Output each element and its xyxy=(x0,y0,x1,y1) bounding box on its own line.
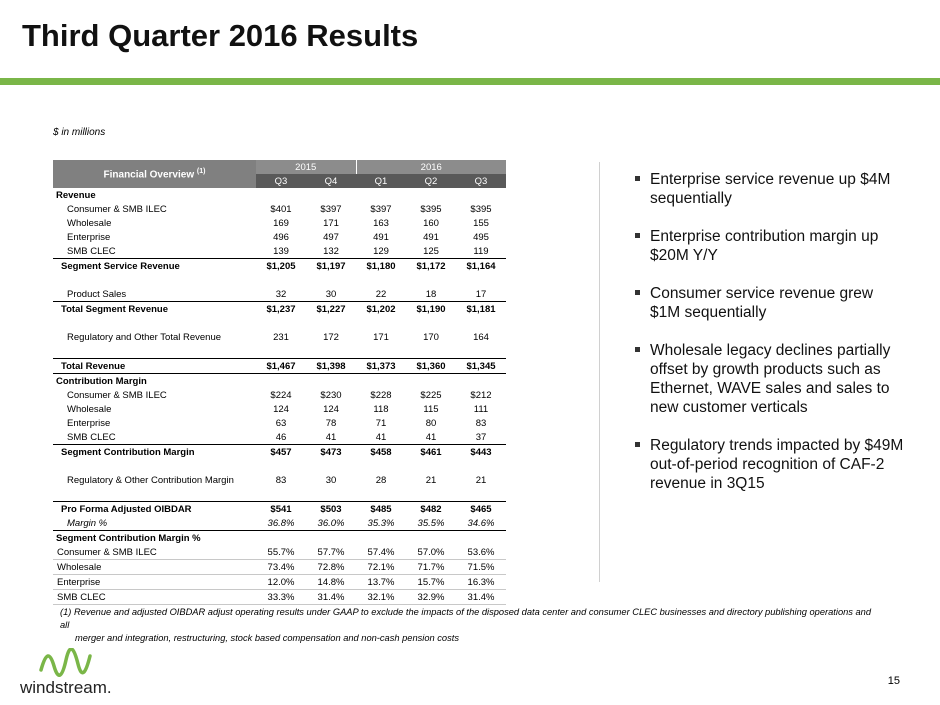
section-heading: Segment Contribution Margin % xyxy=(56,532,201,544)
square-bullet-icon xyxy=(635,442,640,447)
page-number: 15 xyxy=(887,675,900,687)
quarter-header: Q3 xyxy=(256,174,306,188)
table-row: Product Sales 32 30 22 18 17 xyxy=(67,288,487,300)
table-row: SMB CLEC 46 41 41 41 37 xyxy=(67,431,487,443)
windstream-logo xyxy=(20,648,140,697)
quarter-header: Q4 xyxy=(306,174,356,188)
quarter-header: Q3 xyxy=(456,174,506,188)
table-row: Consumer & SMB ILEC $224 $230 $228 $225 $212 xyxy=(67,389,492,401)
table-row: Enterprise 63 78 71 80 83 xyxy=(67,417,487,429)
page-title: Third Quarter 2016 Results xyxy=(22,18,419,53)
table-row: SMB CLEC 139 132 129 125 119 xyxy=(67,245,489,257)
list-item: Consumer service revenue grew $1M sequentially xyxy=(635,284,905,322)
year-header: 2016 xyxy=(356,160,506,174)
section-heading: Contribution Margin xyxy=(56,375,147,387)
wave-logo-icon xyxy=(38,648,98,678)
table-row: Regulatory & Other Contribution Margin 83 30 28 21 21 xyxy=(67,474,487,486)
list-item: Wholesale legacy declines partially offset by growth products such as Ethernet, WAVE sales and sales to new customer verticals xyxy=(635,341,905,417)
list-item: Regulatory trends impacted by $49M out-of-period recognition of CAF-2 revenue in 3Q15 xyxy=(635,436,905,493)
table-row-subtotal: Segment Service Revenue $1,205 $1,197 $1,180 $1,172 $1,164 xyxy=(53,259,506,274)
table-row: Consumer & SMB ILEC $401 $397 $397 $395 $395 xyxy=(67,203,492,215)
table-row: Wholesale 73.4% 72.8% 72.1% 71.7% 71.5% xyxy=(53,560,506,575)
title-rule xyxy=(0,78,940,85)
table-row-subtotal: Total Segment Revenue $1,237 $1,227 $1,202 $1,190 $1,181 xyxy=(53,302,506,317)
table-row: Consumer & SMB ILEC 55.7% 57.7% 57.4% 57.0% 53.6% xyxy=(53,545,506,560)
list-item: Enterprise contribution margin up $20M Y/Y xyxy=(635,227,905,265)
quarter-header: Q1 xyxy=(356,174,406,188)
table-row: Enterprise 496 497 491 491 495 xyxy=(67,231,489,243)
year-header: 2015 xyxy=(256,160,356,174)
table-row-total: Pro Forma Adjusted OIBDAR $541 $503 $485 $482 $465 xyxy=(53,502,506,517)
square-bullet-icon xyxy=(635,290,640,295)
footnote: (1) Revenue and adjusted OIBDAR adjust operating results under GAAP to exclude the impacts of the disposed data center and consumer CLEC businesses and directory publishing operations and all merger and integration, restructuring, stock based compensation and non-cash pension costs xyxy=(60,607,872,643)
list-item: Enterprise service revenue up $4M sequentially xyxy=(635,170,905,208)
table-row: Wholesale 124 124 118 115 111 xyxy=(67,403,489,415)
table-title: Financial Overview $^{(1)}$ xyxy=(53,160,256,188)
table-row: Wholesale 169 171 163 160 155 xyxy=(67,217,489,229)
table-row: SMB CLEC 33.3% 31.4% 32.1% 32.9% 31.4% xyxy=(53,590,506,605)
units-note: $ in millions xyxy=(53,127,106,138)
table-row-subtotal: Segment Contribution Margin $457 $473 $458 $461 $443 xyxy=(53,445,506,460)
quarter-header: Q2 xyxy=(406,174,456,188)
logo-wordmark: windstream. xyxy=(20,678,112,697)
table-row-total: Total Revenue $1,467 $1,398 $1,373 $1,360 $1,345 xyxy=(53,359,506,374)
section-heading: Revenue xyxy=(56,189,96,201)
financial-overview-table xyxy=(53,160,506,605)
highlights-list xyxy=(635,170,905,512)
square-bullet-icon xyxy=(635,233,640,238)
column-divider xyxy=(599,162,600,582)
table-row: Enterprise 12.0% 14.8% 13.7% 15.7% 16.3% xyxy=(53,575,506,590)
table-row: Margin % 36.8% 36.0% 35.3% 35.5% 34.6% xyxy=(53,516,506,531)
table-row: Regulatory and Other Total Revenue 231 172 171 170 164 xyxy=(67,331,489,343)
square-bullet-icon xyxy=(635,176,640,181)
square-bullet-icon xyxy=(635,347,640,352)
